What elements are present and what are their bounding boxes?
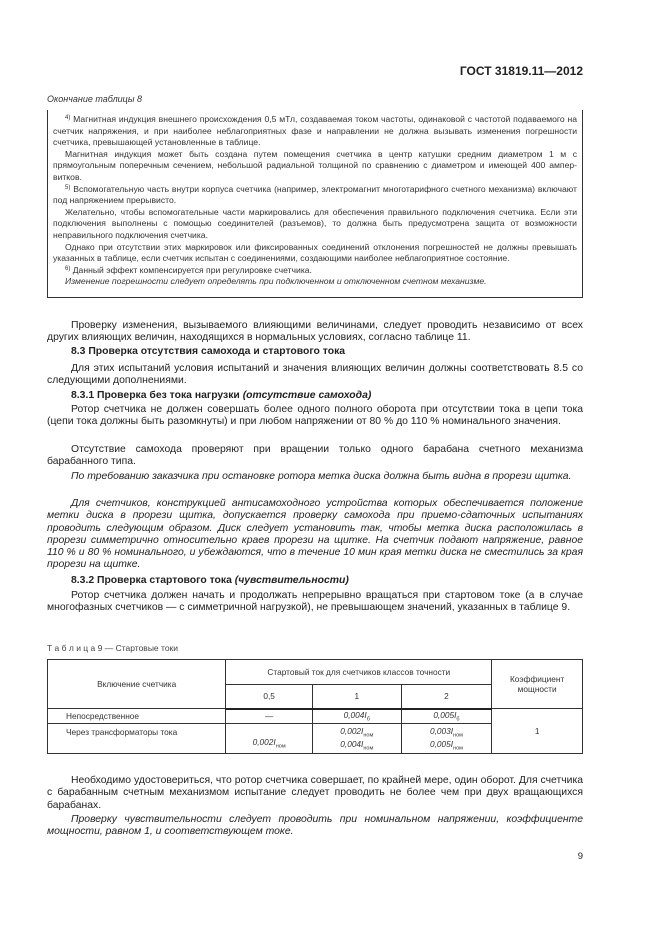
paragraph: Необходимо удостовериться, что ротор счетчика совершает, по крайней мере, один оборот. Для счетчика с барабанным счетным механизмом испытание следует проводить не более чем при двух вращающихся барабанах. — [47, 775, 583, 811]
section-heading-8-3-1: 8.3.1 Проверка без тока нагрузки (отсутствие самохода) — [71, 390, 372, 401]
footnote: $^{6)}$ Данный эффект компенсируется при регулировке счетчика. — [65, 264, 312, 275]
paragraph: Ротор счетчика должен начать и продолжать непрерывно вращаться при стартовом токе (а в случае многофазных счетчиков — с симметричной нагрузкой), не превышающем значений, указанных в таблице 9. — [47, 590, 583, 614]
footnote-note: Изменение погрешности следует определять при подключенном и отключенном счетном механизме. — [65, 276, 487, 287]
header-class: 2 — [401, 685, 492, 709]
paragraph: Проверку чувствительности следует проводить при номинальном напряжении, коэффициенте мощности, равном 1, и соответствующем токе. — [47, 814, 583, 838]
power-factor-value: 1 — [492, 709, 583, 754]
footnote: Желательно, чтобы вспомогательные части маркировались для обеспечения правильного подключения счетчика. Если эти подключения выполнены с помощью соединителей (разъемов), то должна быть предусмотрена защита от возможности неправильного подключения счетчика. — [53, 206, 577, 240]
table-row: Непосредственное — $0,004I_б$ $0,005I_б$ 1 — [48, 709, 583, 724]
document-id: ГОСТ 31819.11—2012 — [459, 64, 583, 78]
table-row: Через трансформаторы тока $0,002I_{ном}$ $0,002I_{ном}$ $0,004I_{ном}$ $0,003I_{ном}$ $0,005I_{ном}$ — [48, 724, 583, 754]
header-connection: Включение счетчика — [48, 660, 226, 709]
table-continuation-label: Окончание таблицы 8 — [47, 94, 142, 104]
header-power-factor: Коэффициент мощности — [492, 660, 583, 709]
page-number: 9 — [577, 851, 583, 862]
paragraph: Для счетчиков, конструкцией антисамоходного устройства которых обеспечивается положение метки диска в прорези щитка, допускается проверку самохода при приемо-сдаточных испытаниях проводить следующим образом. Диск следует установить так, чтобы метка диска расположилась в прорези симметрично относительно краев прорези на щитке. На счетчик подают напряжение, равное 110 % и 80 % номинального, и убеждаются, что в течение 10 мин края метки диска не сместились за края прорези на щитке. — [47, 498, 583, 571]
footnote: Магнитная индукция может быть создана путем помещения счетчика в центр катушки средним диаметром 1 м с прямоугольным поперечным сечением, небольшой радиальной толщиной по сравнению с диаметром и имеющей 400 ампер-витков. — [53, 148, 577, 182]
section-heading-8-3-2: 8.3.2 Проверка стартового тока (чувствительности) — [71, 575, 349, 586]
footnote: Однако при отсутствии этих маркировок или фиксированных соединений отклонения погрешностей не должны превышать указанных в таблице, если счетчик испытан с соединениями, создающими наиболее неблагоприятное состояние. — [53, 241, 577, 264]
starting-current-table — [47, 659, 583, 754]
header-class: 0,5 — [226, 685, 313, 709]
paragraph: По требованию заказчика при остановке ротора метка диска должна быть видна в прорези щитка. — [71, 471, 572, 482]
table-caption: Т а б л и ц а 9 — Стартовые токи — [47, 643, 179, 653]
paragraph: Отсутствие самохода проверяют при вращении только одного барабана счетного механизма барабанного типа. — [47, 444, 583, 468]
footnote: $^{5)}$ Вспомогательную часть внутри корпуса счетчика (например, электромагнит многотарифного счетного механизма) включают под напряжением прерывисто. — [53, 183, 577, 206]
paragraph: Проверку изменения, вызываемого влияющими величинами, следует проводить независимо от всех других влияющих величин, находящихся в нормальных условиях, согласно таблице 11. — [47, 320, 583, 344]
header-starting-current: Стартовый ток для счетчиков классов точности — [226, 660, 492, 685]
header-class: 1 — [312, 685, 401, 709]
footnote: $^{4)}$ Магнитная индукция внешнего происхождения 0,5 мТл, создаваемая током частоты, одинаковой с частотой подаваемого на счетчик напряжения, и при наиболее неблагоприятных фазе и направлении не должна вызывать изменения погрешности счетчика, превышающей установленные в таблице. — [53, 114, 577, 148]
section-heading-8-3: 8.3 Проверка отсутствия самохода и стартового тока — [71, 346, 346, 357]
paragraph: Для этих испытаний условия испытаний и значения влияющих величин должны соответствовать 8.5 со следующими дополнениями. — [47, 363, 583, 387]
paragraph: Ротор счетчика не должен совершать более одного полного оборота при отсутствии тока в цепи тока (цепи тока должны быть разомкнуты) и при любом напряжении от 80 % до 110 % номинального значения. — [47, 404, 583, 428]
table8-footnotes — [47, 110, 583, 298]
